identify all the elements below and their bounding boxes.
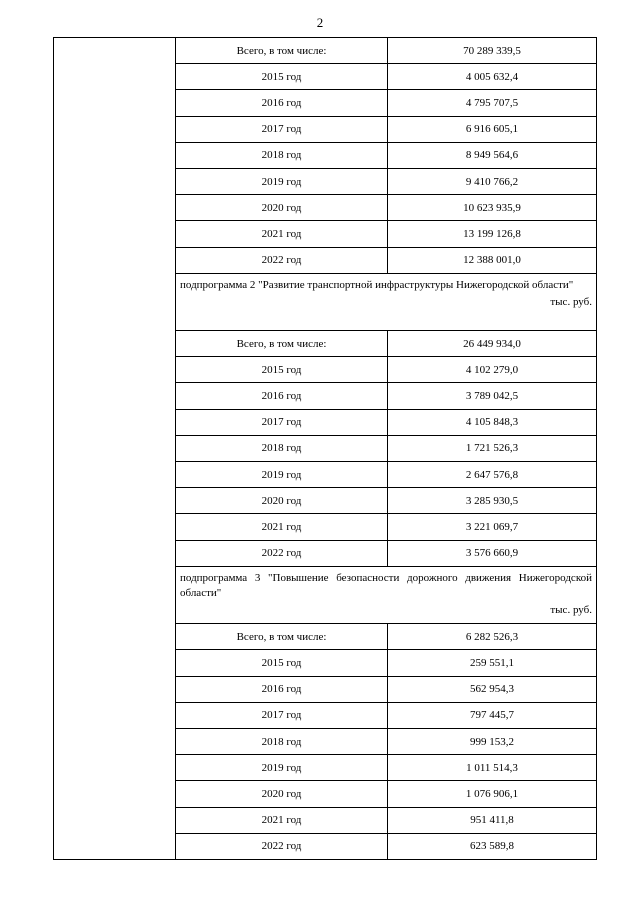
- total-value-cell: 6 282 526,3: [388, 624, 597, 650]
- amount-value-cell: 3 285 930,5: [388, 488, 597, 514]
- total-label-cell: Всего, в том числе:: [176, 331, 388, 357]
- year-label-cell: 2020 год: [176, 195, 388, 221]
- total-label-cell: Всего, в том числе:: [176, 38, 388, 64]
- amount-value-cell: 4 795 707,5: [388, 90, 597, 116]
- amount-value-cell: 623 589,8: [388, 833, 597, 859]
- amount-value-cell: 4 102 279,0: [388, 357, 597, 383]
- year-label-cell: 2015 год: [176, 650, 388, 676]
- left-column-cell: [54, 38, 176, 860]
- year-label-cell: 2016 год: [176, 90, 388, 116]
- subprogram-header-cell: [176, 273, 597, 330]
- amount-value-cell: 8 949 564,6: [388, 142, 597, 168]
- subprogram-header-cell: [176, 566, 597, 623]
- year-label-cell: 2017 год: [176, 116, 388, 142]
- page-number: 2: [316, 15, 324, 30]
- amount-value-cell: 562 954,3: [388, 676, 597, 702]
- year-label-cell: 2016 год: [176, 383, 388, 409]
- year-label-cell: 2018 год: [176, 435, 388, 461]
- subprogram-title: подпрограмма 3 "Повышение безопасности дорожного движения Нижегородской области": [180, 571, 592, 599]
- year-label-cell: 2017 год: [176, 409, 388, 435]
- funding-table: [53, 37, 597, 860]
- year-label-cell: 2022 год: [176, 540, 388, 566]
- year-label-cell: 2017 год: [176, 702, 388, 728]
- year-label-cell: 2020 год: [176, 781, 388, 807]
- year-label-cell: 2021 год: [176, 807, 388, 833]
- year-label-cell: 2019 год: [176, 755, 388, 781]
- amount-value-cell: 3 221 069,7: [388, 514, 597, 540]
- year-label-cell: 2020 год: [176, 488, 388, 514]
- table-row: [54, 38, 597, 64]
- year-label-cell: 2015 год: [176, 64, 388, 90]
- amount-value-cell: 4 005 632,4: [388, 64, 597, 90]
- year-label-cell: 2018 год: [176, 728, 388, 754]
- amount-value-cell: 6 916 605,1: [388, 116, 597, 142]
- amount-value-cell: 3 789 042,5: [388, 383, 597, 409]
- total-value-cell: 26 449 934,0: [388, 331, 597, 357]
- amount-value-cell: 10 623 935,9: [388, 195, 597, 221]
- unit-label: тыс. руб.: [550, 603, 592, 616]
- amount-value-cell: 4 105 848,3: [388, 409, 597, 435]
- amount-value-cell: 999 153,2: [388, 728, 597, 754]
- year-label-cell: 2021 год: [176, 221, 388, 247]
- amount-value-cell: 12 388 001,0: [388, 247, 597, 273]
- year-label-cell: 2021 год: [176, 514, 388, 540]
- amount-value-cell: 797 445,7: [388, 702, 597, 728]
- amount-value-cell: 2 647 576,8: [388, 462, 597, 488]
- amount-value-cell: 1 721 526,3: [388, 435, 597, 461]
- year-label-cell: 2022 год: [176, 247, 388, 273]
- year-label-cell: 2018 год: [176, 142, 388, 168]
- total-label-cell: Всего, в том числе:: [176, 624, 388, 650]
- year-label-cell: 2015 год: [176, 357, 388, 383]
- total-value-cell: 70 289 339,5: [388, 38, 597, 64]
- amount-value-cell: 1 076 906,1: [388, 781, 597, 807]
- year-label-cell: 2019 год: [176, 168, 388, 194]
- year-label-cell: 2019 год: [176, 462, 388, 488]
- subprogram-title: подпрограмма 2 "Развитие транспортной инфраструктуры Нижегородской области": [180, 278, 574, 291]
- unit-label: тыс. руб.: [550, 295, 592, 308]
- year-label-cell: 2022 год: [176, 833, 388, 859]
- amount-value-cell: 1 011 514,3: [388, 755, 597, 781]
- amount-value-cell: 13 199 126,8: [388, 221, 597, 247]
- amount-value-cell: 951 411,8: [388, 807, 597, 833]
- amount-value-cell: 9 410 766,2: [388, 168, 597, 194]
- year-label-cell: 2016 год: [176, 676, 388, 702]
- amount-value-cell: 259 551,1: [388, 650, 597, 676]
- amount-value-cell: 3 576 660,9: [388, 540, 597, 566]
